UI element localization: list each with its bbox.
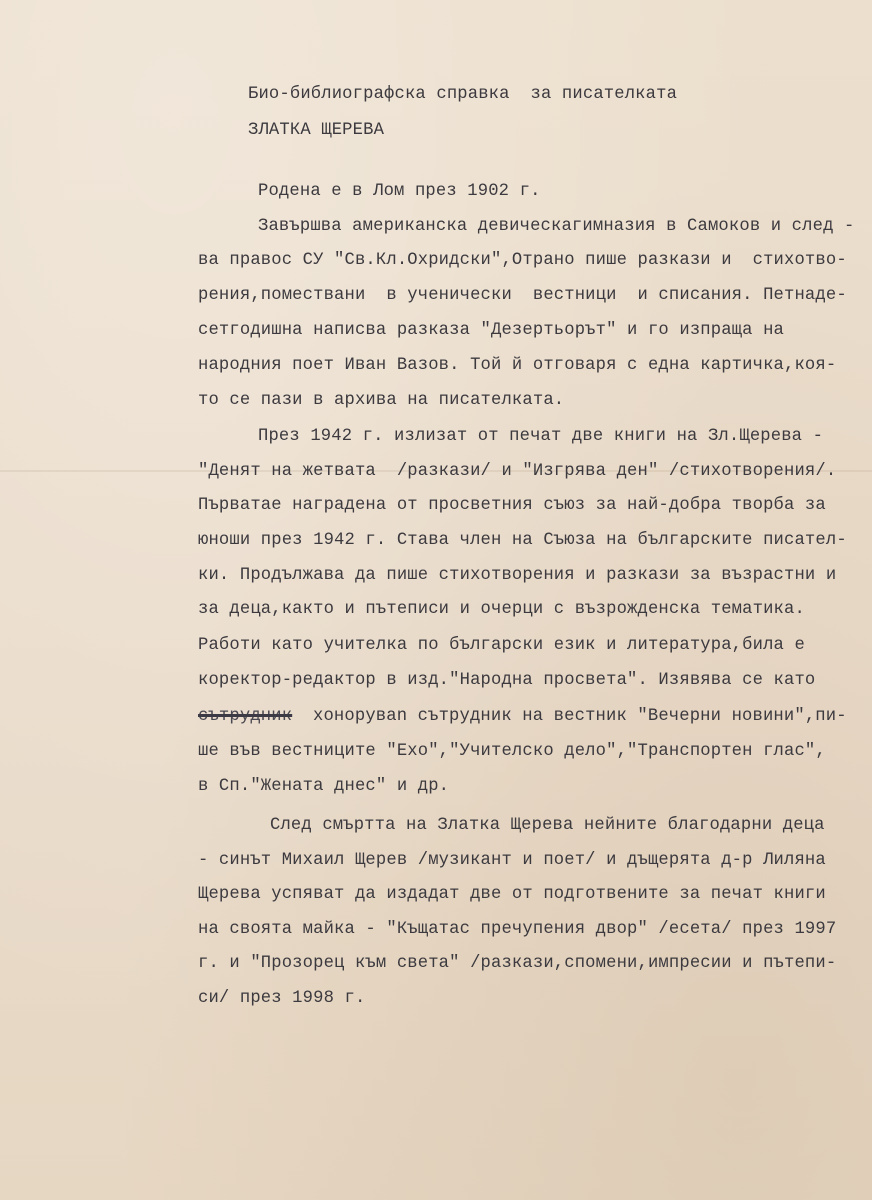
text-line: - синът Михаил Щерев /музикант и поет/ и дъщерята д-р Лиляна [198, 851, 826, 870]
text-line: си/ през 1998 г. [198, 989, 366, 1008]
text-line: за деца,както и пътеписи и очерци с възрожденска тематика. [198, 600, 805, 619]
struck-word: сътрудник [198, 707, 293, 726]
text-line: сетгодишна написва разказа "Дезертьорът" и го изпраща на [198, 321, 784, 340]
text-line: Щерева успяват да издадат две от подготвените за печат книги [198, 885, 826, 904]
text-line: народния поет Иван Вазов. Той й отговаря с една картичка,коя- [198, 356, 837, 375]
text-line: Родена е в Лом през 1902 г. [258, 182, 541, 201]
text-line: Завършва американска девическагимназия в Самоков и след - [258, 217, 855, 236]
text-line: Работи като учителка по български език и литература,била е [198, 636, 805, 655]
text-line: хонорувan сътрудник на вестник "Вечерни новини",пи- [313, 707, 847, 726]
text-line: "Денят на жетвата /разкази/ и "Изгрява ден" /стихотворения/. [198, 462, 837, 481]
text-line: ва правос СУ "Св.Кл.Охридски",Отрано пише разкази и стихотво- [198, 251, 847, 270]
text-line: Първатае наградена от просветния съюз за най-добра творба за [198, 496, 826, 515]
text-line: След смъртта на Златка Щерева нейните благодарни деца [270, 816, 825, 835]
text-line: юноши през 1942 г. Става член на Съюза на българските писател- [198, 531, 847, 550]
text-line: в Сп."Жената днес" и др. [198, 777, 450, 796]
text-line: ки. Продължава да пише стихотворения и разкази за възрастни и [198, 566, 837, 585]
doc-title-line2: ЗЛАТКА ЩЕРЕВА [248, 121, 385, 140]
doc-title-line1: Био-библиографска справка за писателката [248, 85, 678, 104]
text-line: рения,помествани в ученически вестници и списания. Петнаде- [198, 286, 847, 305]
text-line: През 1942 г. излизат от печат две книги на Зл.Щерева - [258, 427, 824, 446]
text-line: ше във вестниците "Ехо","Учителско дело","Транспортен глас", [198, 742, 826, 761]
text-line: то се пази в архива на писателката. [198, 391, 565, 410]
text-line: на своята майка - "Къщатас пречупения двор" /есета/ през 1997 [198, 920, 837, 939]
text-line: коректор-редактор в изд."Народна просвета". Изявява се като [198, 671, 816, 690]
text-line: г. и "Прозорец към света" /разкази,спомени,импресии и пътепи- [198, 954, 837, 973]
